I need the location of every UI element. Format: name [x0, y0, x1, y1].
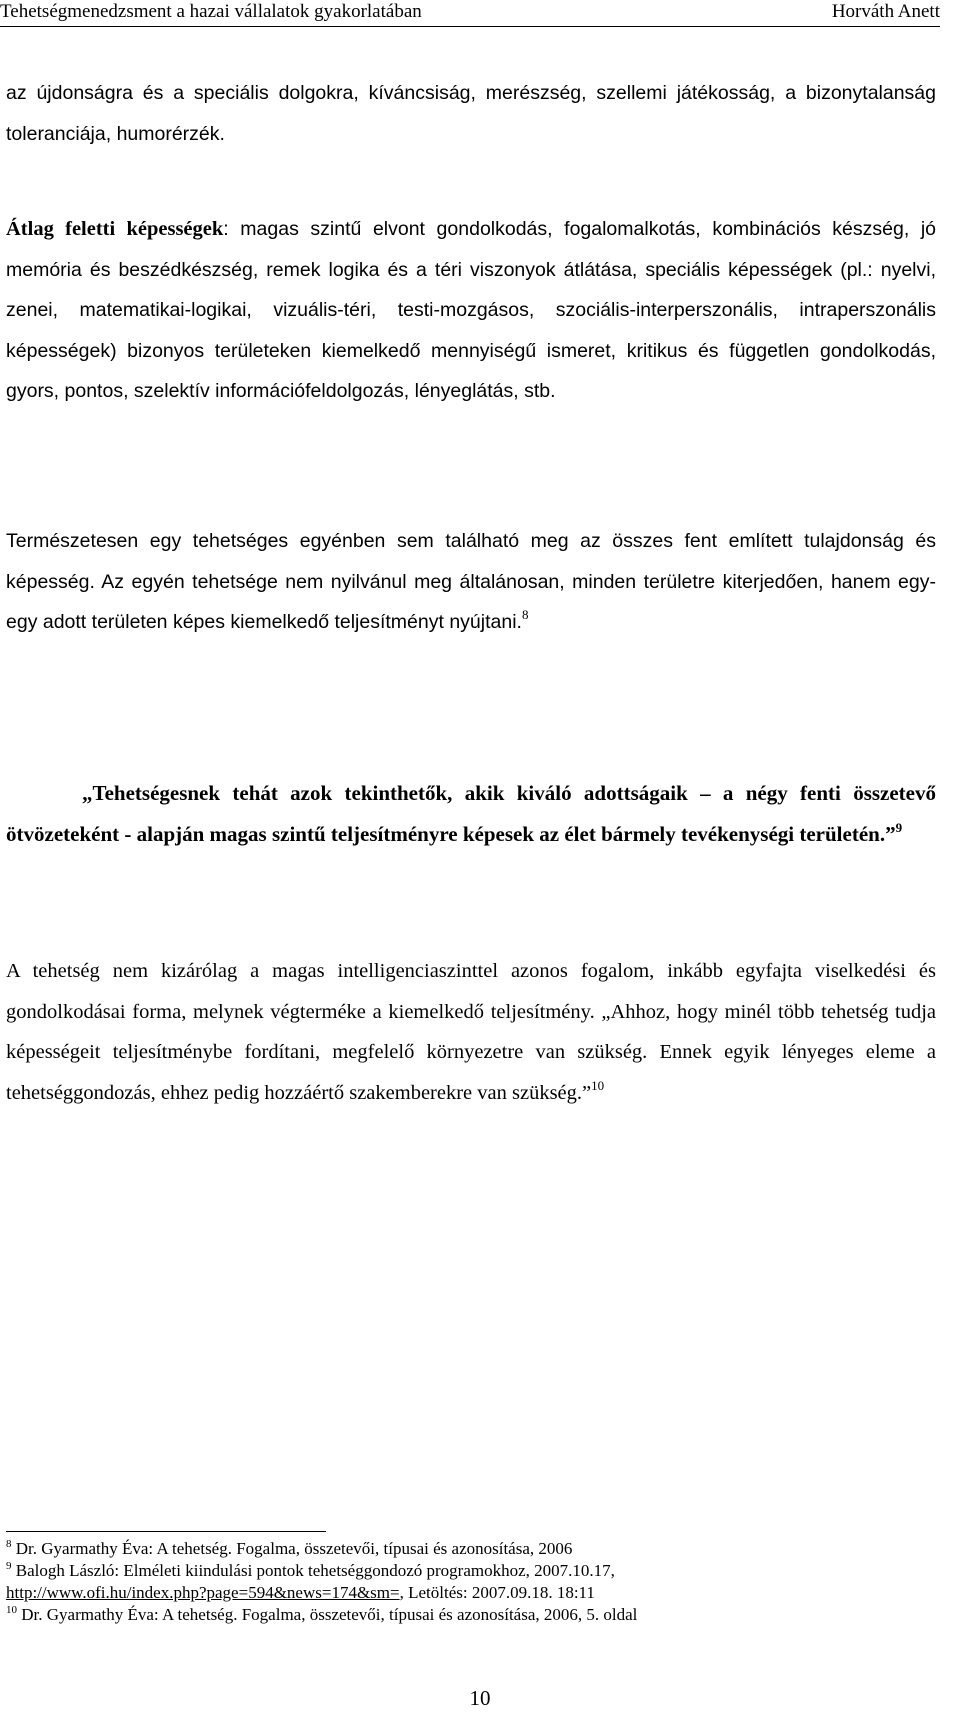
footnote-text: Balogh László: Elméleti kiindulási pontok tehetséggondozó programokhoz, 2007.10.17,	[15, 1561, 615, 1580]
header-author: Horváth Anett	[831, 1, 940, 22]
footnote-number: 10	[6, 1604, 17, 1616]
definition-quote: „Tehetségesnek tehát azok tekinthetők, akik kiváló adottságaik – a négy fenti összetevő ötvözeteként - alapján magas szintű teljesítményre képesek az élet bármely tevékenységi területén.”	[6, 781, 936, 846]
paragraph-talent-areas	[6, 521, 936, 643]
footnote-text: Dr. Gyarmathy Éva: A tehetség. Fogalma, összetevői, típusai és azonosítása, 2006	[15, 1539, 573, 1558]
paragraph-talent-care	[6, 951, 936, 1113]
footnote-ref-9[interactable]: 9	[895, 819, 903, 835]
paragraph-text: az újdonságra és a speciális dolgokra, kíváncsiság, merészség, szellemi játékosság, a bizonytalanság toleranciája, humorérzék.	[6, 82, 936, 145]
footnote-separator	[6, 1531, 326, 1532]
paragraph-abilities	[6, 209, 936, 412]
footnote-10	[6, 1604, 936, 1626]
term-above-average-abilities: Átlag feletti képességek	[6, 218, 224, 240]
paragraph-traits-continued	[6, 73, 936, 154]
footnote-ref-10[interactable]: 10	[591, 1077, 605, 1093]
footnote-link[interactable]: http://www.ofi.hu/index.php?page=594&news=174&sm=	[6, 1583, 400, 1602]
footnote-9	[6, 1560, 936, 1604]
footnote-ref-8[interactable]: 8	[521, 607, 529, 622]
paragraph-text: A tehetség nem kizárólag a magas intelligenciaszinttel azonos fogalom, inkább egyfajta viselkedési és gondolkodásai forma, melynek végterméke a kiemelkedő teljesítmény. „Ahhoz, hogy minél több tehetség tudja képességeit teljesítménybe fordítani, megfelelő környezetre van szükség. Ennek egyik lényeges eleme a tehetséggondozás, ehhez pedig hozzáértő szakemberekre van szükség.”	[6, 960, 936, 1104]
footnote-number: 9	[6, 1560, 12, 1572]
footnote-8	[6, 1538, 936, 1560]
page-number: 10	[469, 1686, 491, 1710]
paragraph-text: Természetesen egy tehetséges egyénben sem található meg az összes fent említett tulajdonság és képesség. Az egyén tehetsége nem nyilvánul meg általánosan, minden területre kiterjedően, hanem egy-egy adott területen képes kiemelkedő teljesítményt nyújtani.	[6, 530, 936, 633]
footnote-number: 8	[6, 1538, 12, 1550]
footnote-text-after: , Letöltés: 2007.09.18. 18:11	[399, 1583, 595, 1602]
footnote-text: Dr. Gyarmathy Éva: A tehetség. Fogalma, összetevői, típusai és azonosítása, 2006, 5. oldal	[21, 1605, 638, 1624]
running-header	[0, 0, 940, 27]
paragraph-text: : magas szintű elvont gondolkodás, fogalomalkotás, kombinációs készség, jó memória és beszédkészség, remek logika és a téri viszonyok átlátása, speciális képességek (pl.: nyelvi, zenei, matematikai-logikai, vizuális-téri, testi-mozgásos, szociális-interperszonális, intraperszonális képességek) bizonyos területeken kiemelkedő mennyiségű ismeret, kritikus és független gondolkodás, gyors, pontos, szelektív információfeldolgozás, lényeglátás, stb.	[6, 218, 936, 402]
footnotes	[6, 1538, 936, 1626]
paragraph-talent-definition	[6, 773, 936, 854]
header-title: Tehetségmenedzsment a hazai vállalatok gyakorlatában	[0, 1, 422, 22]
